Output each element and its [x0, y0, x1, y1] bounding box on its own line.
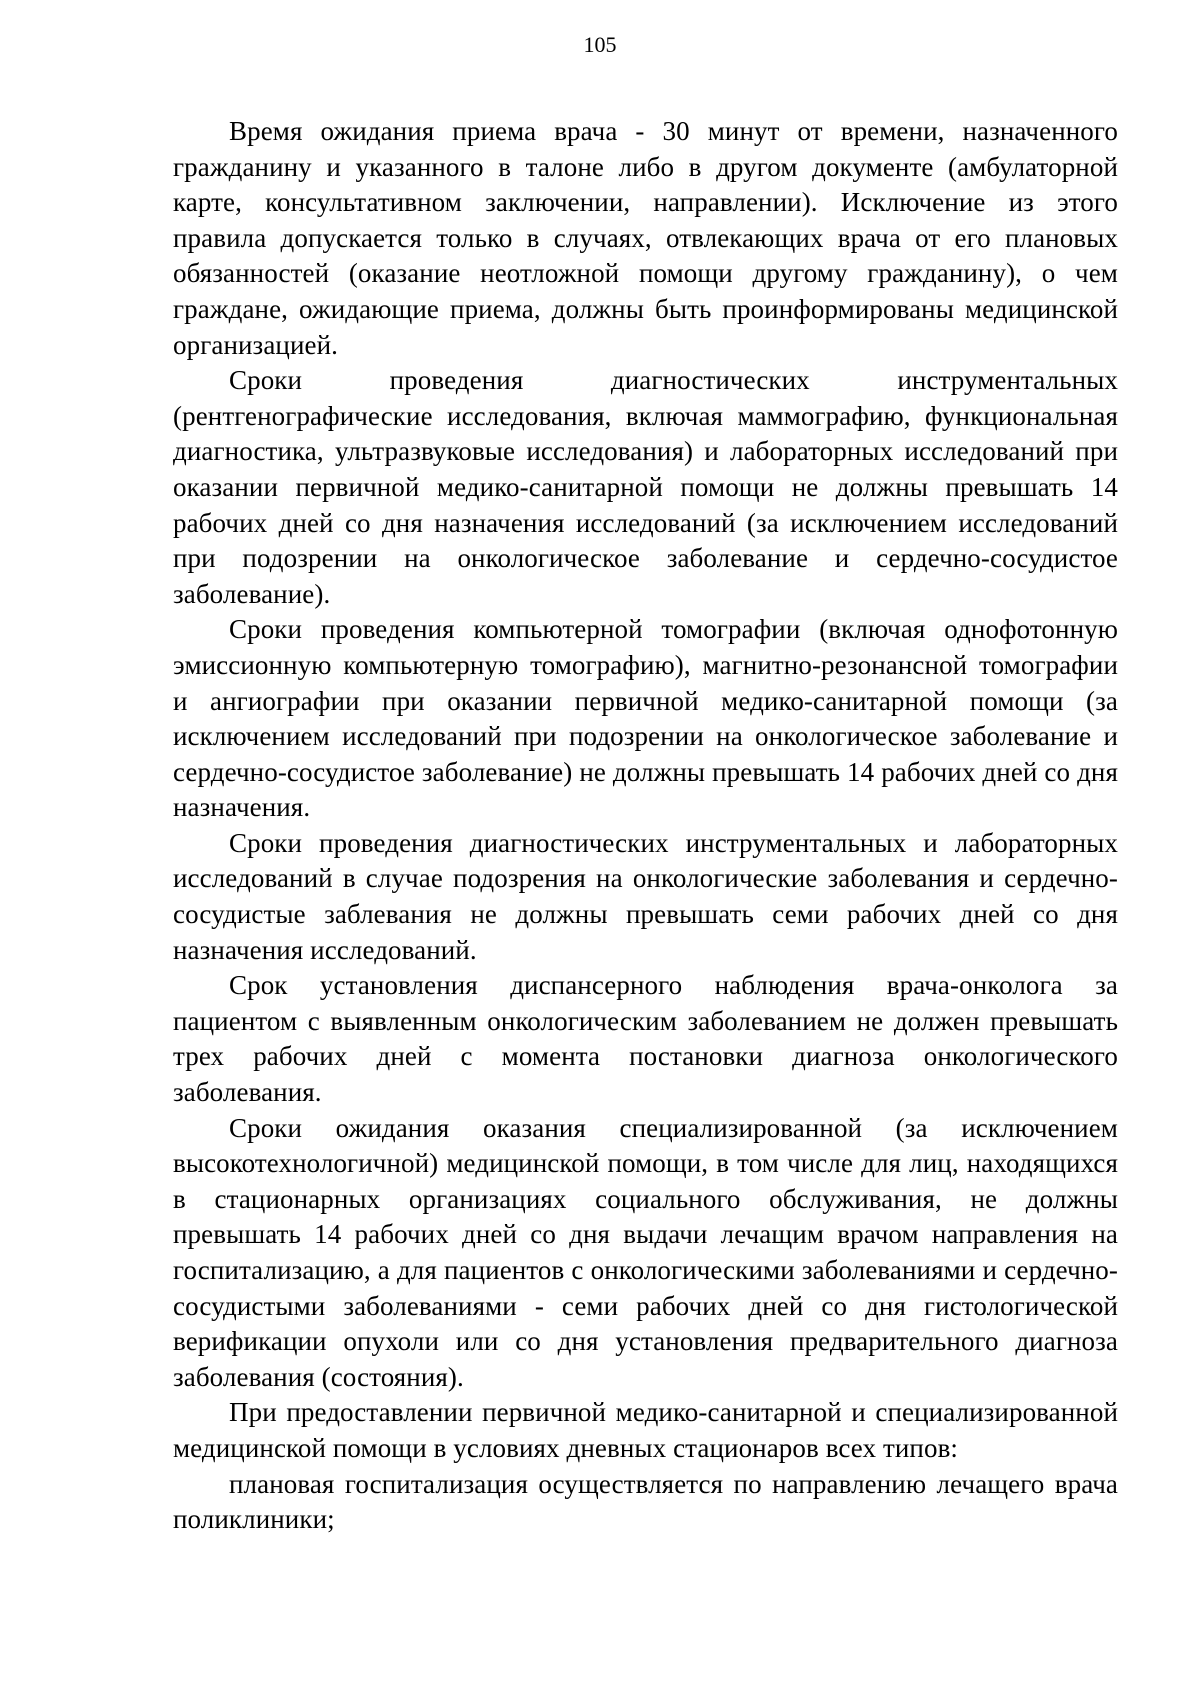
paragraph-oncology-diagnostic-terms: Сроки проведения диагностических инструментальных и лабораторных исследований в случае подозрения на онкологические заболевания и сердечно-сосудистые заблевания не должны превышать семи рабочих дней со дня назначения исследований. [173, 827, 1118, 965]
paragraph-specialized-care-terms: Сроки ожидания оказания специализированной (за исключением высокотехнологичной) медицинской помощи, в том числе для лиц, находящихся в стационарных организациях социального обслуживания, не должны превышать 14 рабочих дней со дня выдачи лечащим врачом направления на госпитализацию, а для пациентов с онкологическими заболеваниями и сердечно-сосудистыми заболеваниями - семи рабочих дней со дня гистологической верификации опухоли или со дня установления предварительного диагноза заболевания (состояния). [173, 1112, 1118, 1392]
paragraph-oncologist-observation: Срок установления диспансерного наблюдения врача-онколога за пациентом с выявленным онкологическим заболеванием не должен превышать трех рабочих дней с момента постановки диагноза онкологического заболевания. [173, 970, 1118, 1108]
paragraph-ct-mri-terms: Сроки проведения компьютерной томографии (включая однофотонную эмиссионную компьютерную томографию), магнитно-резонансной томографии и ангиографии при оказании первичной медико-санитарной помощи (за исключением исследований при подозрении на онкологическое заболевание и сердечно-сосудистое заболевание) не должны превышать 14 рабочих дней со дня назначения. [173, 614, 1118, 823]
paragraph-day-hospitals: При предоставлении первичной медико-санитарной и специализированной медицинской помощи в условиях дневных стационаров всех типов: [173, 1397, 1118, 1463]
document-body [173, 114, 1118, 1538]
page-number: 105 [583, 32, 617, 57]
paragraph-planned-hospitalization: плановая госпитализация осуществляется по направлению лечащего врача поликлиники; [173, 1468, 1118, 1535]
paragraph-waiting-time: Время ожидания приема врача - 30 минут от времени, назначенного гражданину и указанного в талоне либо в другом документе (амбулаторной карте, консультативном заключении, направлении). Исключение из этого правила допускается только в случаях, отвлекающих врача от его плановых обязанностей (оказание неотложной помощи другому гражданину), о чем граждане, ожидающие приема, должны быть проинформированы медицинской организацией. [173, 116, 1118, 360]
paragraph-diagnostic-terms: Сроки проведения диагностических инструментальных (рентгенографические исследования, включая маммографию, функциональная диагностика, ультразвуковые исследования) и лабораторных исследований при оказании первичной медико-санитарной помощи не должны превышать 14 рабочих дней со дня назначения исследований (за исключением исследований при подозрении на онкологическое заболевание и сердечно-сосудистое заболевание). [173, 365, 1118, 609]
